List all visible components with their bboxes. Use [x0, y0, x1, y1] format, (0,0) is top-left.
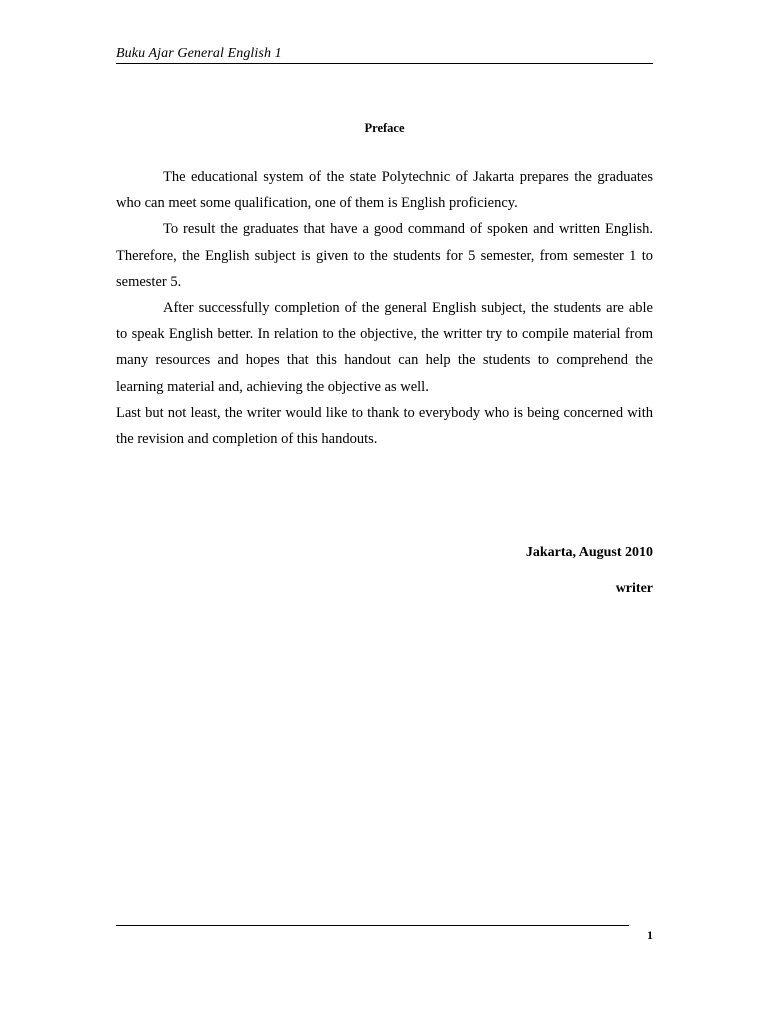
footer-divider: [116, 925, 629, 926]
paragraph: The educational system of the state Polytechnic of Jakarta prepares the graduates who can meet some qualification, one of them is English proficiency.: [116, 169, 653, 212]
paragraph: After successfully completion of the general English subject, the students are able to speak English better. In relation to the objective, the writter try to compile material from many resources and hopes that this handout can help the students to comprehend the learning material and, achieving the objective as well.: [116, 300, 653, 395]
running-header: [116, 44, 653, 64]
place-date: Jakarta, August 2010: [525, 545, 653, 560]
header-divider: [116, 63, 653, 64]
signature: writer: [615, 581, 653, 596]
header-title: Buku Ajar General English 1: [116, 46, 282, 61]
preface-body: [116, 164, 653, 452]
paragraph: To result the graduates that have a good command of spoken and written English. Therefore, the English subject is given to the students for 5 semester, from semester 1 to semester 5.: [116, 221, 653, 290]
paragraph: Last but not least, the writer would like to thank to everybody who is being concerned with the revision and completion of this handouts.: [116, 404, 653, 448]
page-number: 1: [647, 928, 653, 942]
page-title: Preface: [364, 121, 405, 135]
